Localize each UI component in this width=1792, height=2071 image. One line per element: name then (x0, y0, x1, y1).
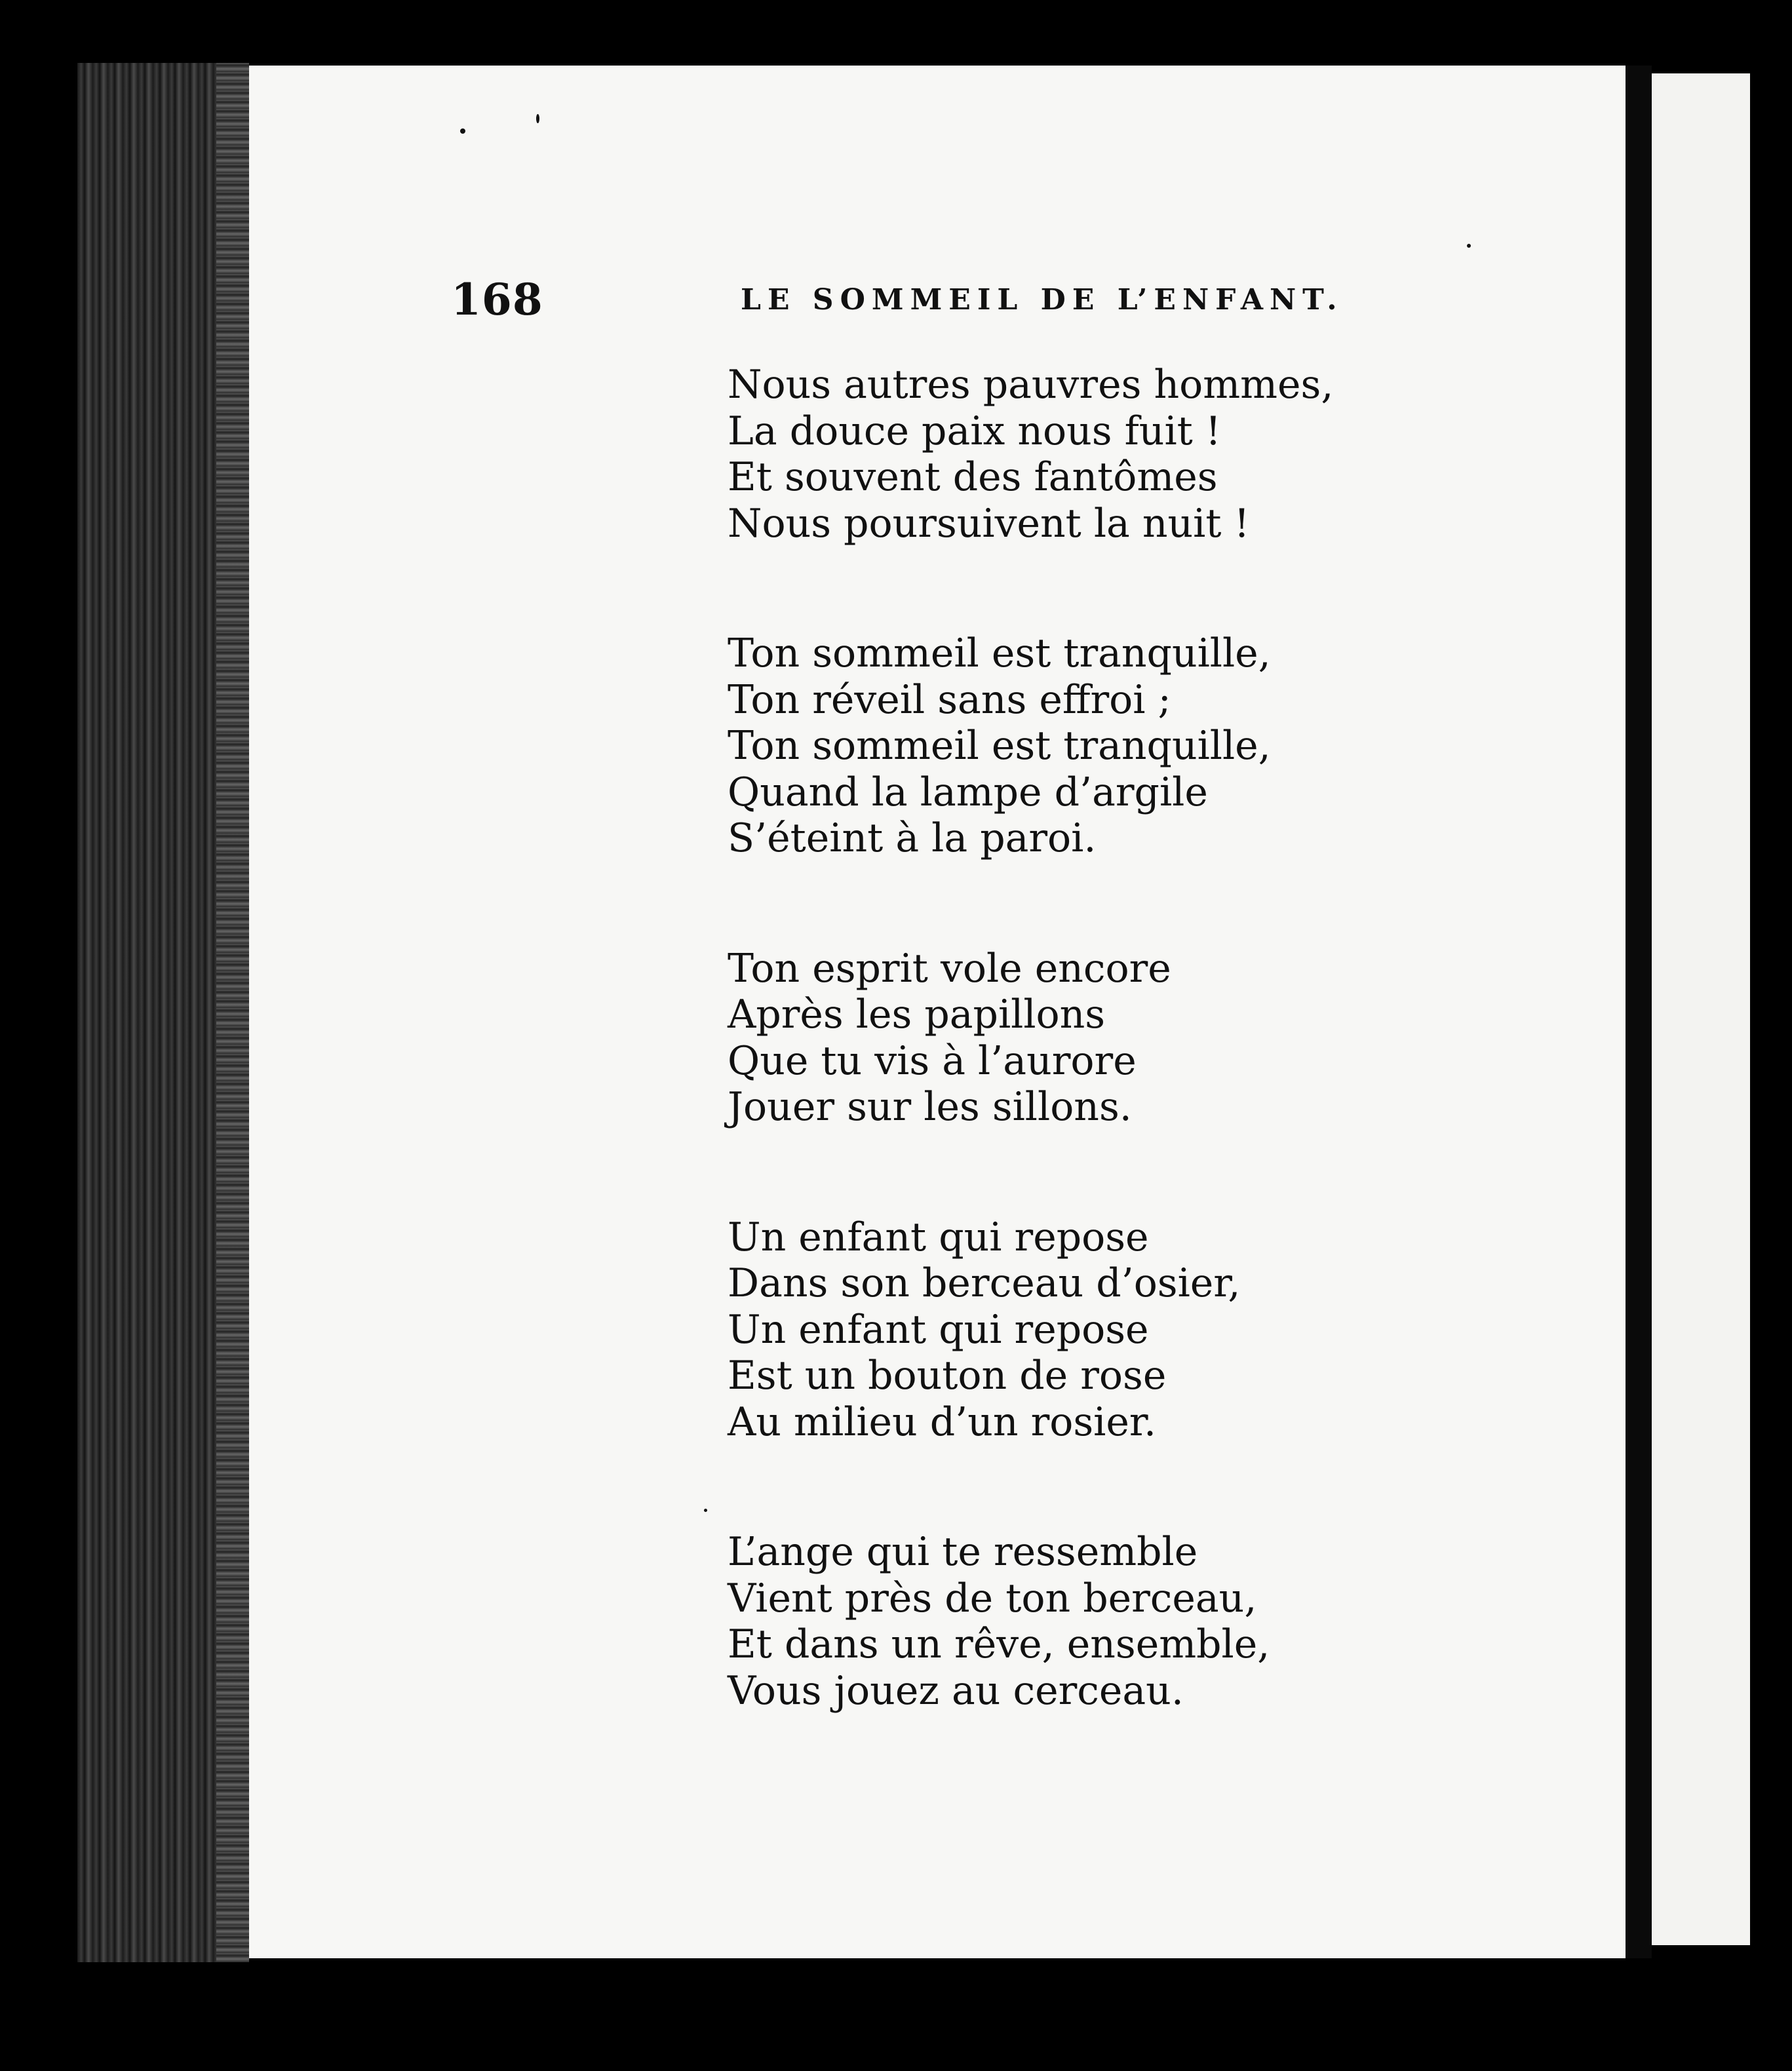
poem-line: Ton esprit vole encore (728, 945, 1171, 992)
poem-line: Ton réveil sans effroi ; (728, 676, 1171, 723)
poem-line: Vient près de ton berceau, (728, 1575, 1257, 1621)
scan-speck (704, 1509, 707, 1512)
poem-line: Vous jouez au cerceau. (728, 1667, 1184, 1714)
poem-line: Après les papillons (728, 992, 1106, 1037)
book-page (249, 66, 1626, 1958)
poem-line: Et souvent des fantômes (728, 454, 1218, 500)
poem-line: L’ange qui te ressemble (728, 1529, 1198, 1575)
running-head (249, 274, 1626, 333)
stanza-4 (728, 1214, 1593, 1446)
poem-line: Nous poursuivent la nuit ! (728, 500, 1250, 547)
poem-line: Est un bouton de rose (728, 1353, 1167, 1399)
poem (728, 362, 1593, 1798)
poem-line: Que tu vis à l’aurore (728, 1037, 1137, 1084)
poem-line: Au milieu d’un rosier. (728, 1399, 1157, 1445)
poem-line: Ton sommeil est tranquille, (728, 630, 1271, 676)
scan-speck (460, 128, 465, 134)
stanza-1 (728, 362, 1593, 547)
page-edges (216, 63, 249, 1962)
poem-line: Dans son berceau d’osier, (728, 1260, 1241, 1306)
facing-page-edge (1652, 73, 1750, 1945)
poem-line: Nous autres pauvres hommes, (728, 362, 1334, 408)
poem-line: S’éteint à la paroi. (728, 815, 1097, 861)
poem-line: La douce paix nous fuit ! (728, 408, 1221, 454)
poem-line: Un enfant qui repose (728, 1306, 1149, 1353)
stanza-5 (728, 1529, 1593, 1714)
poem-line: Ton sommeil est tranquille, (728, 723, 1271, 769)
page-number: 168 (451, 274, 543, 325)
running-title: LE SOMMEIL DE L’ENFANT. (741, 283, 1344, 317)
gutter (1626, 66, 1652, 1958)
scan-speck (536, 114, 539, 123)
stanza-2 (728, 630, 1593, 862)
poem-line: Quand la lampe d’argile (728, 769, 1208, 815)
poem-line: Jouer sur les sillons. (728, 1084, 1132, 1130)
poem-line: Un enfant qui repose (728, 1214, 1149, 1260)
poem-line: Et dans un rêve, ensemble, (728, 1621, 1270, 1667)
stanza-3 (728, 946, 1593, 1131)
scan-speck (1467, 244, 1471, 248)
